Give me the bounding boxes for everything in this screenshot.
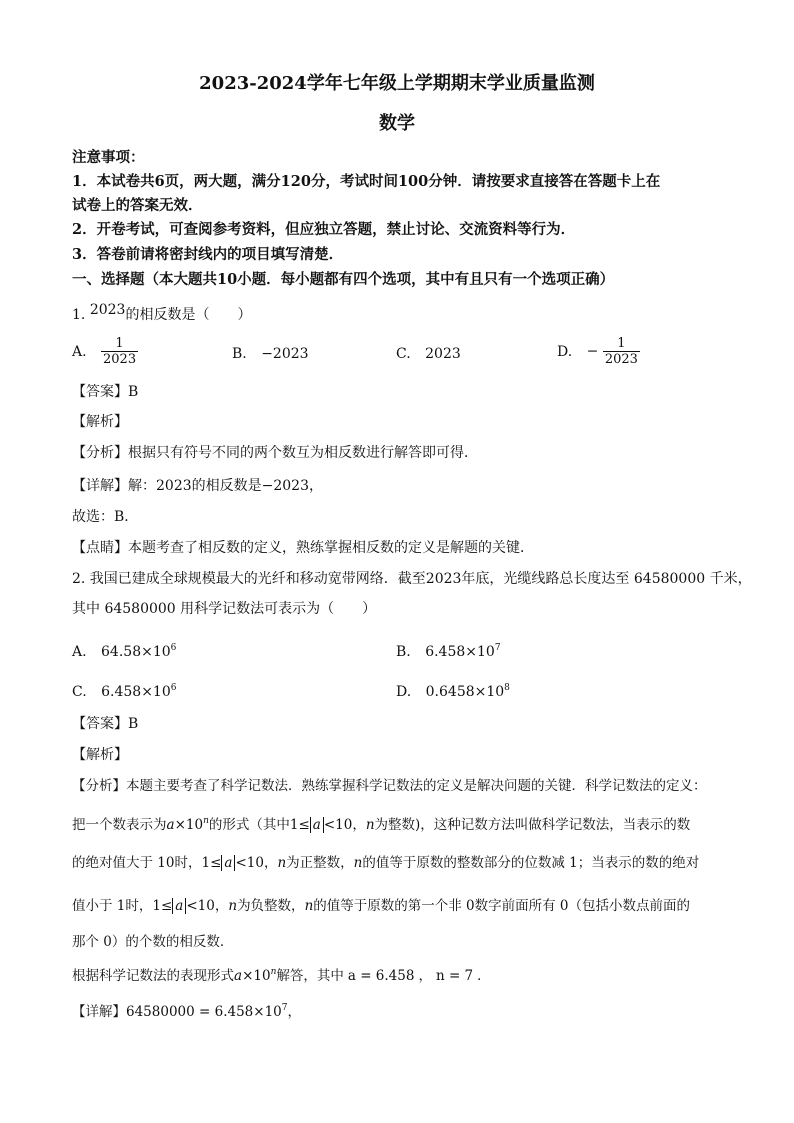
q2-fenxi-3-text-a: 的绝对值大于 10时， (72, 855, 202, 871)
q2-option-b-label: B. (396, 644, 411, 660)
q2-fenxi-line-5: 那个 0）的个数的相反数． (72, 934, 234, 950)
q1-guxuan: 故选：B． (72, 509, 139, 525)
q2-option-a-label: A. (72, 644, 87, 660)
q2-fenxi-3-abs-a: a (221, 855, 235, 871)
q1-option-b (232, 344, 309, 364)
q1-option-c-label: C. (396, 346, 411, 362)
q2-fenxi-4-text-d: 的值等于原数的第一个非 0数字前面所有 0（包括小数点前面的 (313, 898, 691, 914)
q1-option-d-sign: − (586, 343, 599, 360)
subject-title: 数学 (379, 113, 415, 134)
q2-option-d-base: 0.6458×10 (425, 684, 505, 700)
q2-fenxi-2-abs-a: a (310, 817, 324, 833)
q2-fenxi-line-2 (72, 811, 690, 835)
q2-line-6-times-ten: ×10 (242, 968, 271, 984)
q2-analysis: 【解析】 (72, 747, 128, 763)
q1-option-d-denominator: 2023 (604, 352, 638, 367)
q2-option-c-exponent: 6 (170, 683, 177, 693)
q2-fenxi-line-4 (72, 896, 690, 916)
q2-fenxi-4-text-c: 为负整数， (237, 898, 305, 914)
q2-option-a-exponent: 6 (170, 643, 177, 653)
q1-dianjing: 【点睛】本题考查了相反数的定义，熟练掌握相反数的定义是解题的关键． (72, 540, 534, 556)
q2-fenxi-2-lt: <10 (323, 817, 353, 833)
notice-item-1a: 1．本试卷共6页，两大题，满分120分，考试时间100分钟．请按要求直接答在答题卡上在 (72, 173, 661, 190)
q2-line-6-text-b: 解答，其中 (276, 968, 344, 984)
q2-fenxi-2-exp-n: n (203, 816, 209, 826)
section-heading: 一、选择题（本大题共10小题．每小题都有四个选项，其中有且只有一个选项正确） (72, 271, 615, 288)
q1-answer: 【答案】B (72, 384, 139, 400)
q1-option-a-fraction (101, 336, 138, 367)
q1-option-a-numerator: 1 (101, 336, 138, 352)
q1-xiangjie: 【详解】解：2023的相反数是−2023， (72, 478, 323, 494)
q2-option-c-base: 6.458×10 (101, 684, 171, 700)
q2-xiangjie-label: 【详解】 (72, 1004, 126, 1020)
q2-fenxi-3-text-c: 为正整数， (286, 855, 354, 871)
q2-stem-line-1: 2. 我国已建成全球规模最大的光纤和移动宽带网络．截至2023年底，光缆线路总长度达至 64580000 千米， (72, 571, 752, 587)
q2-fenxi-3-lt: <10 (235, 855, 264, 871)
q2-line-6-eq-n: n = 7 (435, 968, 474, 984)
q1-option-b-label: B. (232, 346, 247, 362)
q2-line-6-comma: ， (418, 968, 432, 984)
q2-fenxi-2-text-d: 为整数)，这种记数方法叫做科学记数法，当表示的数 (374, 817, 691, 833)
q2-option-b-base: 6.458×10 (425, 644, 495, 660)
q2-fenxi-3-var-n2: n (353, 855, 363, 871)
q1-option-a-denominator: 2023 (103, 352, 137, 367)
q2-option-d-label: D. (396, 684, 412, 700)
q2-fenxi-2-var-n: n (365, 817, 375, 833)
q1-stem-text: 的相反数是（ ） (125, 307, 252, 323)
q1-option-a-label: A. (72, 343, 87, 360)
q2-option-d (396, 678, 510, 702)
q2-fenxi-line-3 (72, 853, 699, 873)
q2-fenxi-4-text-a: 值小于 1时， (72, 898, 153, 914)
q2-fenxi-line-1: 【分析】本题主要考查了科学记数法．熟练掌握科学记数法的定义是解决问题的关键．科学记数法的定义： (72, 778, 707, 794)
q2-option-b (396, 638, 501, 662)
q1-stem (72, 302, 252, 325)
q2-line-6 (72, 962, 491, 986)
q1-analysis: 【解析】 (72, 414, 128, 430)
q1-option-c-value: 2023 (425, 346, 461, 362)
q1-option-b-value: −2023 (261, 346, 309, 362)
q2-option-d-exponent: 8 (504, 683, 510, 693)
q2-option-a-base: 64.58×10 (101, 644, 171, 660)
q2-fenxi-4-le: 1≤ (152, 898, 173, 914)
q2-fenxi-3-var-n: n (277, 855, 287, 871)
q2-fenxi-4-abs-a: a (172, 898, 186, 914)
q2-fenxi-3-comma: ， (263, 855, 278, 871)
q1-option-c (396, 344, 461, 364)
q2-stem-line-2: 其中 64580000 用科学记数法可表示为（ ） (72, 601, 377, 617)
q2-fenxi-2-times-ten: ×10 (174, 817, 204, 833)
q2-fenxi-2-var-a: a (166, 817, 175, 833)
q1-number-value: 2023 (89, 302, 126, 318)
q2-option-c-label: C. (72, 684, 87, 700)
q2-xiangjie-equation: 64580000 = 6.458×10 (126, 1004, 282, 1020)
q1-option-d-fraction (603, 336, 640, 367)
page-title: 2023-2024学年七年级上学期期末学业质量监测 (199, 73, 595, 94)
q1-number: 1. (72, 307, 86, 323)
q1-option-d (557, 336, 640, 367)
q2-fenxi-3-text-d: 的值等于原数的整数部分的位数减 1；当表示的数的绝对 (362, 855, 700, 871)
q2-fenxi-3-le: 1≤ (201, 855, 222, 871)
notice-item-2: 2．开卷考试，可查阅参考资料，但应独立答题，禁止讨论、交流资料等行为． (72, 221, 576, 238)
q2-fenxi-4-var-n: n (228, 898, 238, 914)
q2-line-6-exp-n: n (270, 967, 277, 977)
notice-item-3: 3．答卷前请将密封线内的项目填写清楚． (72, 246, 344, 263)
q1-option-d-label: D. (557, 343, 573, 360)
q2-fenxi-2-text-b: 的形式（其中 (208, 817, 290, 833)
q2-option-b-exponent: 7 (494, 643, 501, 653)
q2-option-a (72, 638, 176, 662)
q1-option-a (72, 336, 138, 367)
q1-fenxi: 【分析】根据只有符号不同的两个数互为相反数进行解答即可得． (72, 445, 478, 461)
q2-xiangjie-exponent: 7 (281, 1003, 288, 1013)
q2-fenxi-4-var-n2: n (304, 898, 314, 914)
q2-fenxi-2-le: 1≤ (289, 817, 310, 833)
q2-option-c (72, 678, 176, 702)
q2-fenxi-4-lt: <10 (186, 898, 215, 914)
q2-xiangjie (72, 998, 301, 1022)
q2-xiangjie-end: ， (287, 1004, 301, 1020)
q2-line-6-text-a: 根据科学记数法的表现形式 (72, 968, 234, 984)
q2-fenxi-4-comma: ， (214, 898, 229, 914)
notice-item-1b: 试卷上的答案无效． (72, 197, 203, 214)
q2-line-6-var-a: a (234, 968, 243, 984)
q2-fenxi-2-text-a: 把一个数表示为 (72, 817, 167, 833)
q2-line-6-eq-a: a = 6.458 (347, 968, 415, 984)
q2-fenxi-2-comma: ， (352, 817, 366, 833)
notice-heading: 注意事项： (72, 149, 145, 166)
q2-line-6-period: ． (477, 968, 491, 984)
q2-answer: 【答案】B (72, 716, 139, 732)
q1-option-d-numerator: 1 (603, 336, 640, 352)
